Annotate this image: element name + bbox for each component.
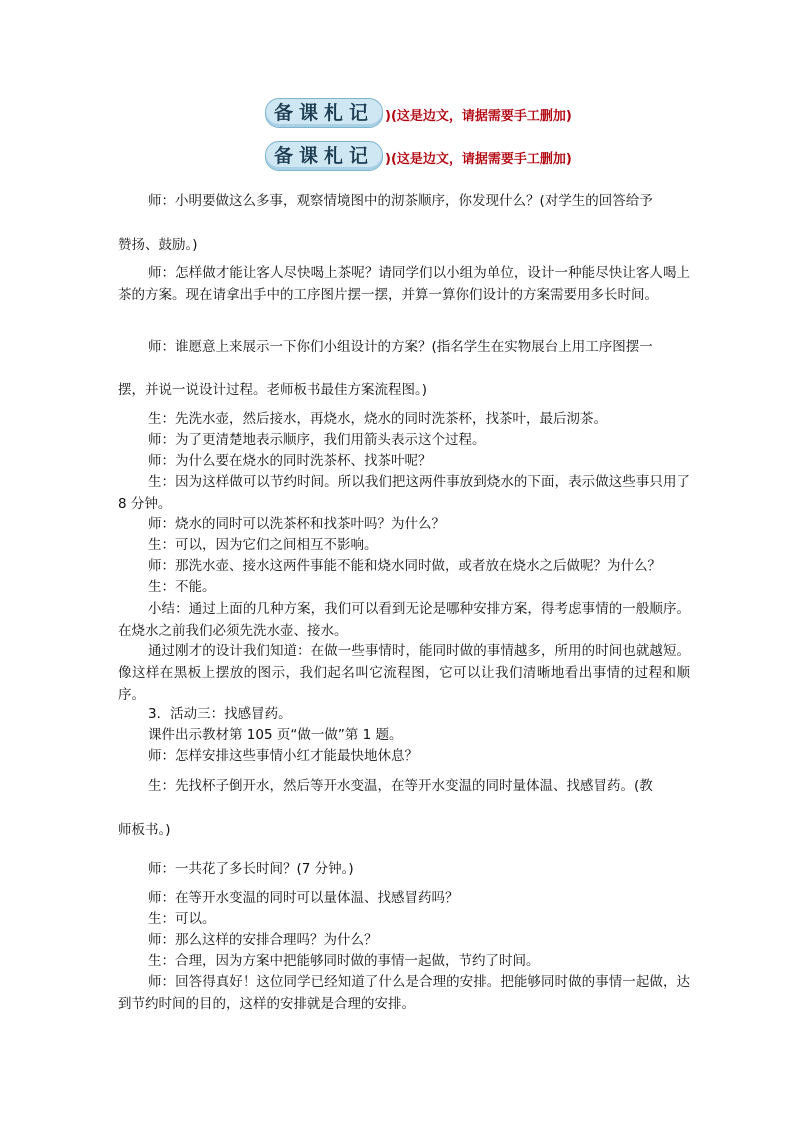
paragraph: 师板书。) xyxy=(118,822,171,838)
margin-note-text: )(这是边文，请据需要手工删加) xyxy=(385,152,572,167)
paragraph: 生：合理，因为方案中把能够同时做的事情一起做，节约了时间。 xyxy=(148,953,540,969)
paragraph: 小结：通过上面的几种方案，我们可以看到无论是哪种安排方案，得考虑事情的一般顺序。在烧水之前我们必须先洗水壶、接水。 xyxy=(118,601,690,639)
paragraph: 生：先洗水壶，然后接水，再烧水，烧水的同时洗茶杯，找茶叶，最后沏茶。 xyxy=(148,411,607,427)
paragraph: 师：为了更清楚地表示顺序，我们用箭头表示这个过程。 xyxy=(148,432,486,448)
margin-note-text: )(这是边文，请据需要手工删加) xyxy=(385,109,572,124)
paragraph: 师：在等开水变温的同时可以量体温、找感冒药吗？ xyxy=(148,890,459,906)
paragraph: 赞扬、鼓励。) xyxy=(118,237,198,253)
paragraph: 生：因为这样做可以节约时间。所以我们把这两件事放到烧水的下面，表示做这些事只用了 8 分钟。 xyxy=(118,474,690,512)
paragraph: 生：不能。 xyxy=(148,579,216,595)
paragraph: 师：怎样做才能让客人尽快喝上茶呢？请同学们以小组为单位，设计一种能尽快让客人喝上茶的方案。现在请拿出手中的工序图片摆一摆，并算一算你们设计的方案需要用多长时间。 xyxy=(118,265,690,303)
paragraph: 师：谁愿意上来展示一下你们小组设计的方案？(指名学生在实物展台上用工序图摆一 xyxy=(148,339,653,355)
paragraph: 通过刚才的设计我们知道：在做一些事情时，能同时做的事情越多，所用的时间也就越短。像这样在黑板上摆放的图示，我们起名叫它流程图，它可以让我们清晰地看出事情的过程和顺序。 xyxy=(118,643,690,703)
paragraph: 师：那么这样的安排合理吗？为什么？ xyxy=(148,932,378,948)
paragraph: 生：可以，因为它们之间相互不影响。 xyxy=(148,537,378,553)
margin-note-2 xyxy=(265,141,572,171)
paragraph: 生：可以。 xyxy=(148,911,216,927)
paragraph: 课件出示教材第 105 页“做一做”第 1 题。 xyxy=(148,727,403,743)
paragraph: 3．活动三：找感冒药。 xyxy=(148,706,292,722)
paragraph: 师：回答得真好！这位同学已经知道了什么是合理的安排。把能够同时做的事情一起做，达到节约时间的目的，这样的安排就是合理的安排。 xyxy=(118,974,690,1012)
paragraph: 师：烧水的同时可以洗茶杯和找茶叶吗？为什么？ xyxy=(148,516,445,532)
lesson-notes-badge: 备课札记 xyxy=(265,141,383,171)
lesson-notes-badge: 备课札记 xyxy=(265,98,383,128)
paragraph: 师：小明要做这么多事，观察情境图中的沏茶顺序，你发现什么？(对学生的回答给予 xyxy=(148,193,653,209)
paragraph: 生：先找杯子倒开水，然后等开水变温，在等开水变温的同时量体温、找感冒药。(教 xyxy=(148,778,653,794)
paragraph: 师：那洗水壶、接水这两件事能不能和烧水同时做，或者放在烧水之后做呢？为什么？ xyxy=(148,558,661,574)
paragraph: 师：为什么要在烧水的同时洗茶杯、找茶叶呢？ xyxy=(148,453,432,469)
paragraph: 摆，并说一说设计过程。老师板书最佳方案流程图。) xyxy=(118,382,428,398)
paragraph: 师：一共花了多长时间？(7 分钟。) xyxy=(148,861,354,877)
margin-note-1 xyxy=(265,98,572,128)
paragraph: 师：怎样安排这些事情小红才能最快地休息？ xyxy=(148,748,418,764)
